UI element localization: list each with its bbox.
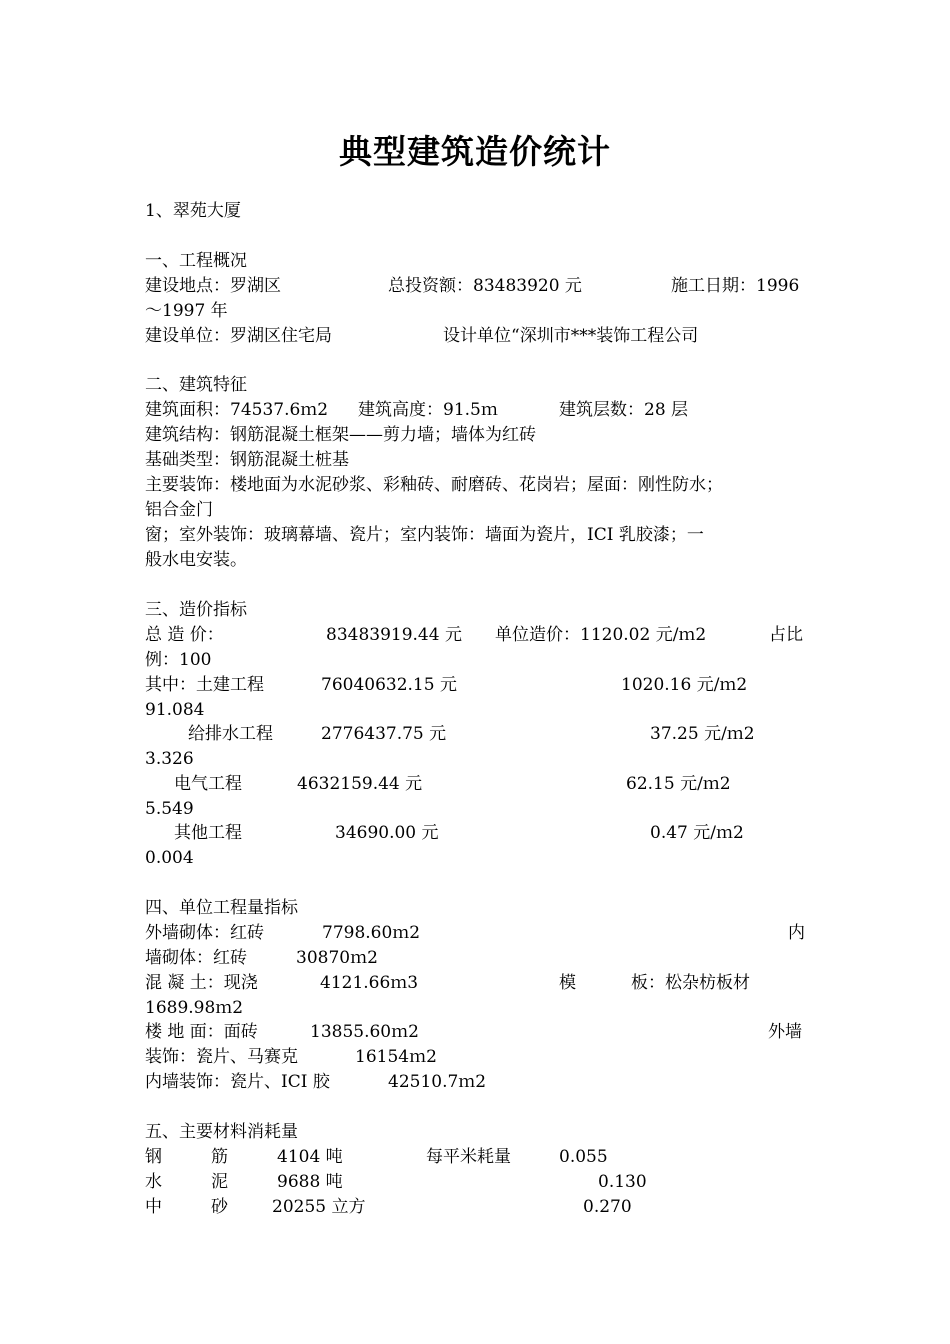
investment-text: 总投资额：83483920 元 xyxy=(388,276,582,296)
cost-row-name: 给排水工程 xyxy=(188,724,273,744)
cost-row-amount: 34690.00 元 xyxy=(335,823,439,843)
cost-row-name: 其中：土建工程 xyxy=(145,675,264,695)
concrete-value: 4121.66ｍ3 xyxy=(320,973,419,993)
formwork-prefix: 模 xyxy=(559,973,576,993)
int-wall-value: 30870ｍ2 xyxy=(296,948,378,968)
structure-text: 建筑结构：钢筋混凝土框架——剪力墙；墙体为红砖 xyxy=(145,425,536,445)
material-qty: 4104 吨 xyxy=(277,1147,343,1167)
material-char-1: 水 xyxy=(145,1172,162,1192)
material-per-sqm: 0.055 xyxy=(559,1147,608,1167)
cost-row-amount: 2776437.75 元 xyxy=(321,724,447,744)
cost-row-unit: 37.25 元/ｍ2 xyxy=(650,724,755,744)
section-3-heading: 三、造价指标 xyxy=(145,600,247,620)
decoration-text-1: 主要装饰：楼地面为水泥砂浆、彩釉砖、耐磨砖、花岗岩；屋面：刚性防水； xyxy=(145,475,723,495)
ratio-value: 例：100 xyxy=(145,650,212,670)
ext-deco-value: 16154ｍ2 xyxy=(355,1047,437,1067)
decoration-text-3: 窗；室外装饰：玻璃幕墙、瓷片；室内装饰：墙面为瓷片，ICI 乳胶漆；一 xyxy=(145,525,704,545)
ext-deco-label: 装饰：瓷片、马赛克 xyxy=(145,1047,298,1067)
project-heading: 1、翠苑大厦 xyxy=(145,201,241,221)
cost-row-amount: 76040632.15 元 xyxy=(321,675,457,695)
construction-date-cont: ～1997 年 xyxy=(145,301,228,321)
construction-date-text: 施工日期：1996 xyxy=(671,276,800,296)
material-per-sqm: 0.130 xyxy=(598,1172,647,1192)
material-char-1: 钢 xyxy=(145,1147,162,1167)
material-char-1: 中 xyxy=(145,1197,162,1217)
total-cost-value: 83483919.44 元 xyxy=(326,625,462,645)
cost-row-ratio: 91.084 xyxy=(145,700,205,720)
designer-text: 设计单位“深圳市***装饰工程公司 xyxy=(443,326,699,346)
per-sqm-label: 每平米耗量 xyxy=(426,1147,511,1167)
total-cost-label: 总 造 价： xyxy=(145,625,224,645)
floor-label: 楼 地 面：面砖 xyxy=(145,1022,258,1042)
cost-row-name: 电气工程 xyxy=(174,774,242,794)
area-text: 建筑面积：74537.6ｍ2 xyxy=(145,400,329,420)
decoration-text-4: 般水电安装。 xyxy=(145,550,247,570)
ext-wall-value: 7798.60ｍ2 xyxy=(322,923,421,943)
section-1-heading: 一、工程概况 xyxy=(145,251,247,271)
cost-row-ratio: 0.004 xyxy=(145,848,194,868)
cost-row-ratio: 3.326 xyxy=(145,749,194,769)
ext-deco-prefix: 外墙 xyxy=(768,1022,802,1042)
material-char-2: 泥 xyxy=(211,1172,228,1192)
section-2-heading: 二、建筑特征 xyxy=(145,375,247,395)
material-char-2: 筋 xyxy=(211,1147,228,1167)
foundation-text: 基础类型：钢筋混凝土桩基 xyxy=(145,450,349,470)
builder-text: 建设单位：罗湖区住宅局 xyxy=(145,326,332,346)
int-deco-value: 42510.7ｍ2 xyxy=(388,1072,487,1092)
cost-row-ratio: 5.549 xyxy=(145,799,194,819)
floors-text: 建筑层数：28 层 xyxy=(559,400,689,420)
height-text: 建筑高度：91.5ｍ xyxy=(358,400,498,420)
concrete-label: 混 凝 土：现浇 xyxy=(145,973,258,993)
cost-row-unit: 62.15 元/ｍ2 xyxy=(626,774,731,794)
ratio-label: 占比 xyxy=(769,625,803,645)
section-5-heading: 五、主要材料消耗量 xyxy=(145,1122,298,1142)
site-text: 建设地点：罗湖区 xyxy=(145,276,281,296)
unit-cost-text: 单位造价：1120.02 元/ｍ2 xyxy=(495,625,707,645)
material-per-sqm: 0.270 xyxy=(583,1197,632,1217)
int-wall-prefix: 内 xyxy=(788,923,805,943)
int-wall-label: 墙砌体：红砖 xyxy=(145,948,247,968)
ext-wall-label: 外墙砌体：红砖 xyxy=(145,923,264,943)
floor-value: 13855.60ｍ2 xyxy=(310,1022,419,1042)
int-deco-label: 内墙装饰：瓷片、ICI 胶 xyxy=(145,1072,330,1092)
material-qty: 20255 立方 xyxy=(272,1197,366,1217)
material-char-2: 砂 xyxy=(211,1197,228,1217)
cost-row-name: 其他工程 xyxy=(174,823,242,843)
material-qty: 9688 吨 xyxy=(277,1172,343,1192)
page-title: 典型建筑造价统计 xyxy=(339,132,611,171)
section-4-heading: 四、单位工程量指标 xyxy=(145,898,298,918)
decoration-text-2: 铝合金门 xyxy=(145,500,213,520)
cost-row-amount: 4632159.44 元 xyxy=(297,774,423,794)
cost-row-unit: 0.47 元/ｍ2 xyxy=(650,823,744,843)
cost-row-unit: 1020.16 元/ｍ2 xyxy=(621,675,748,695)
formwork-value: 1689.98ｍ2 xyxy=(145,998,244,1018)
formwork-label: 板：松杂枋板材 xyxy=(631,973,750,993)
